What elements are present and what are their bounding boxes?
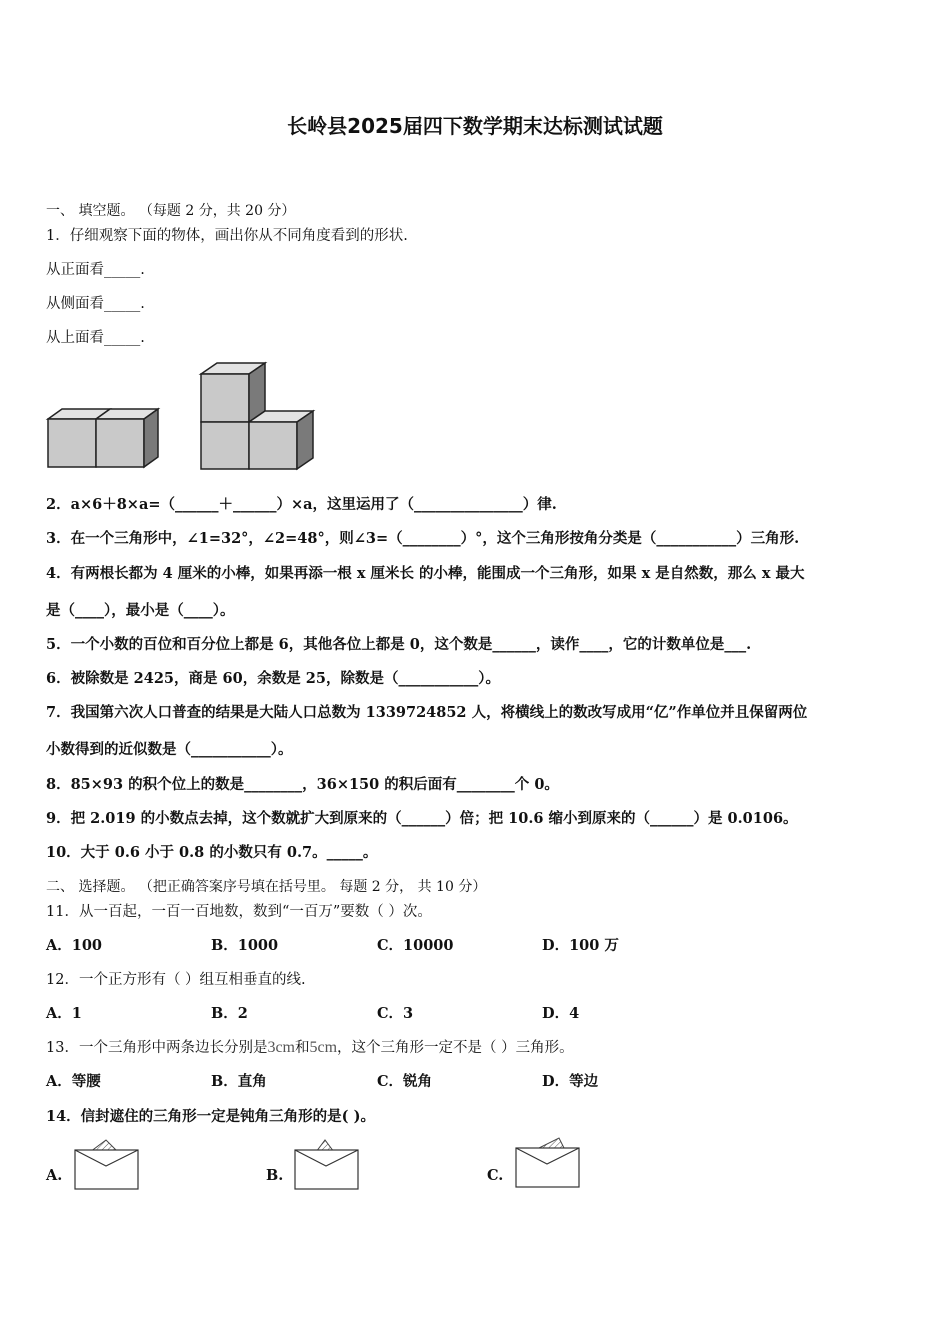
question-14: 14．信封遮住的三角形一定是钝角三角形的是( )。 xyxy=(46,1108,375,1125)
question-9: 9．把 2.019 的小数点去掉，这个数就扩大到原来的（______）倍；把 10.6 缩小到原来的（______）是 0.0106。 xyxy=(46,810,798,827)
question-1: 1．仔细观察下面的物体，画出你从不同角度看到的形状. xyxy=(46,228,408,244)
q12-option-c[interactable]: C．3 xyxy=(377,1005,414,1022)
question-11: 11．从一百起，一百一百地数，数到“一百万”要数（ ）次。 xyxy=(46,904,432,920)
q12-option-d[interactable]: D．4 xyxy=(542,1005,580,1022)
q13-suffix: ，这个三角形一定不是（ ）三角形。 xyxy=(337,1040,574,1056)
q11-option-b[interactable]: B．1000 xyxy=(211,937,279,954)
q13-prefix: 13．一个三角形中两条边长分别是 xyxy=(46,1040,268,1056)
question-3: 3．在一个三角形中，∠1=32°，∠2=48°，则∠3=（________）°，这个三角形按角分类是（___________）三角形. xyxy=(46,530,800,547)
q1-top-view: 从上面看_____. xyxy=(46,330,145,346)
q13-option-c[interactable]: C．锐角 xyxy=(377,1073,433,1090)
q13-option-b[interactable]: B．直角 xyxy=(211,1073,267,1090)
q12-option-a[interactable]: A．1 xyxy=(46,1005,82,1022)
q13-option-a[interactable]: A．等腰 xyxy=(46,1073,101,1090)
page-title: 长岭县2025届四下数学期末达标测试试题 xyxy=(287,114,663,138)
q11-option-c[interactable]: C．10000 xyxy=(377,937,454,954)
cube-figure-left xyxy=(46,405,166,471)
q14-option-a[interactable]: A. xyxy=(46,1167,63,1184)
question-4-line-1: 4．有两根长都为 4 厘米的小棒，如果再添一根 x 厘米长 的小棒，能围成一个三角形，如果 x 是自然数，那么 x 最大 xyxy=(46,565,805,582)
q1-side-view: 从侧面看_____. xyxy=(46,296,145,312)
question-8: 8．85×93 的积个位上的数是________，36×150 的积后面有________个 0。 xyxy=(46,776,559,793)
question-4-line-2: 是（____），最小是（____）。 xyxy=(46,602,235,619)
q13-mid: 和 xyxy=(295,1040,310,1056)
section-1-heading: 一、 填空题。 （每题 2 分，共 20 分） xyxy=(46,203,296,219)
envelope-b-icon[interactable] xyxy=(294,1138,360,1192)
q14-option-b[interactable]: B. xyxy=(266,1167,284,1184)
question-13 xyxy=(46,1038,574,1058)
section-2-heading: 二、 选择题。 （把正确答案序号填在括号里。 每题 2 分， 共 10 分） xyxy=(46,879,487,895)
question-10: 10．大于 0.6 小于 0.8 的小数只有 0.7。_____。 xyxy=(46,844,378,861)
envelope-a-icon[interactable] xyxy=(74,1138,140,1192)
question-5: 5．一个小数的百位和百分位上都是 6，其他各位上都是 0，这个数是______，读作____，它的计数单位是___. xyxy=(46,636,752,653)
question-7-line-1: 7．我国第六次人口普查的结果是大陆人口总数为 1339724852 人，将横线上的数改写成用“亿”作单位并且保留两位 xyxy=(46,704,808,721)
q12-option-b[interactable]: B．2 xyxy=(211,1005,248,1022)
q13-length-b: 5cm xyxy=(309,1039,338,1056)
envelope-c-icon[interactable] xyxy=(515,1136,581,1190)
q11-option-a[interactable]: A．100 xyxy=(46,937,103,954)
question-7-line-2: 小数得到的近似数是（___________）。 xyxy=(46,741,293,758)
q13-length-a: 3cm xyxy=(267,1039,295,1056)
question-2: 2．a×6＋8×a=（______＋______）×a，这里运用了（_______________）律. xyxy=(46,496,557,513)
q11-option-d[interactable]: D．100 万 xyxy=(542,937,619,954)
cube-figure-right xyxy=(199,360,321,472)
q13-option-d[interactable]: D．等边 xyxy=(542,1073,599,1090)
question-12: 12．一个正方形有（ ）组互相垂直的线. xyxy=(46,972,306,988)
q14-option-c[interactable]: C. xyxy=(487,1167,504,1184)
q1-front-view: 从正面看_____. xyxy=(46,262,145,278)
question-6: 6．被除数是 2425，商是 60，余数是 25，除数是（___________）。 xyxy=(46,670,500,687)
